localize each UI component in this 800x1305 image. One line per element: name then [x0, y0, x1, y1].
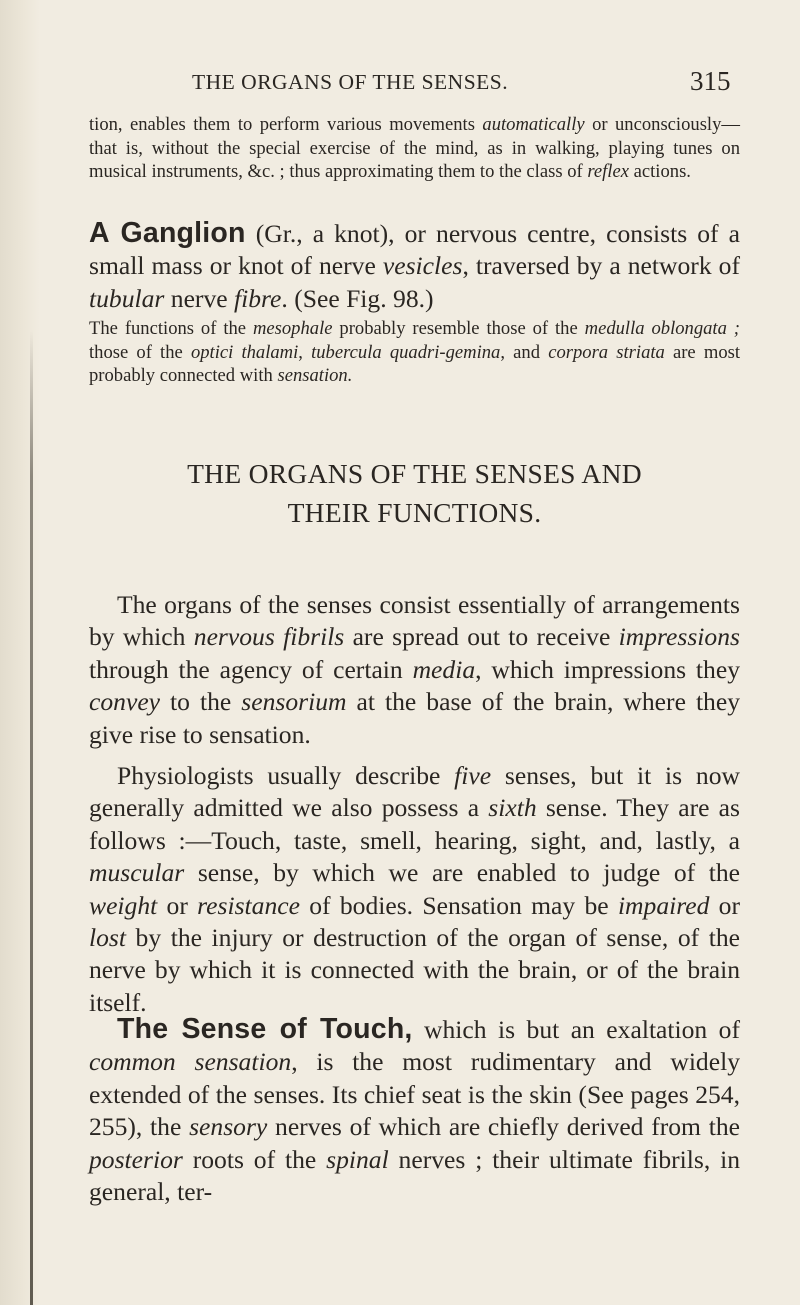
- text-run: nerves of which are chiefly derived from the: [267, 1112, 740, 1142]
- italic-term: convey: [89, 687, 161, 717]
- text-run: through the agency of certain: [89, 654, 413, 684]
- text-run: roots of the: [182, 1144, 327, 1174]
- text-run: . (See Fig. 98.): [281, 283, 434, 313]
- italic-term: sixth: [488, 793, 537, 823]
- text-run: ,: [298, 341, 312, 363]
- italic-term: sensory: [189, 1112, 268, 1142]
- text-run: of bodies. Sensation may be: [299, 890, 618, 920]
- section-heading: [89, 454, 740, 532]
- italic-term: spinal: [326, 1144, 389, 1174]
- italic-term: posterior: [89, 1144, 183, 1174]
- paragraph-touch: [89, 1013, 740, 1208]
- italic-term: tubercula quadri-gemina: [311, 341, 501, 363]
- italic-term: vesicles: [382, 251, 463, 281]
- italic-term: optici thalami: [190, 341, 299, 363]
- book-gutter: [0, 0, 40, 1305]
- ganglion-functions-note: [89, 317, 740, 388]
- text-run: which is but an exaltation of: [412, 1015, 740, 1044]
- section-heading-line: THEIR FUNCTIONS.: [287, 497, 542, 528]
- italic-term: reflex: [587, 161, 629, 182]
- gutter-shadow: [30, 330, 33, 1305]
- paragraph-ganglion: [89, 217, 740, 388]
- italic-term: fibre: [234, 283, 282, 313]
- text-run: nerves ; their ultimate fibrils, in general, ter-: [89, 1144, 740, 1207]
- text-run: (Gr., a knot), or nervous centre, consists of a small mass or knot of nerve: [89, 219, 741, 281]
- italic-term: sensorium: [241, 687, 347, 717]
- text-run: sense. They are as follows :—Touch, taste, smell, hearing, sight, and, lastly, a: [89, 793, 740, 855]
- text-run: probably resemble those of the: [332, 318, 585, 340]
- italic-term: muscular: [89, 858, 185, 888]
- text-run: or: [709, 890, 741, 920]
- text-run: those of the: [89, 341, 191, 363]
- italic-term: tubular: [89, 283, 165, 313]
- text-run: actions.: [628, 161, 691, 182]
- section-heading-line: THE ORGANS OF THE SENSES AND: [187, 458, 642, 489]
- text-run: , which impressions they: [475, 654, 740, 684]
- text-run: nerve: [164, 283, 235, 313]
- text-run: The functions of the: [89, 318, 253, 340]
- text-run: tion, enables them to perform various movements: [89, 114, 483, 135]
- italic-term: medulla oblongata ;: [584, 318, 740, 340]
- italic-term: automatically: [482, 114, 585, 135]
- text-run: The organs of the senses consist essentially of arrangements by which: [89, 590, 740, 652]
- italic-term: corpora striata: [548, 341, 665, 363]
- text-run: Physiologists usually describe: [117, 761, 455, 790]
- italic-term: sensation.: [277, 365, 353, 387]
- text-run: by the injury or destruction of the organ of sense, of the nerve by which it is connected with the brain, or of the brain itself.: [89, 923, 740, 1017]
- italic-term: nervous fibrils: [193, 622, 345, 652]
- italic-term: common sensation: [89, 1047, 292, 1077]
- italic-term: weight: [89, 890, 158, 920]
- paragraph-organs: [89, 589, 740, 751]
- text-run: or unconsciously—that is, without the special exercise of the mind, as in walking, playing tunes on musical instruments, &c. ; thus approximating them to the class of: [89, 114, 740, 182]
- page-number: 315: [690, 66, 731, 96]
- runin-heading-ganglion: A Ganglion: [89, 217, 246, 249]
- text-run: , traversed by a network of: [462, 251, 740, 281]
- text-run: to the: [160, 687, 242, 717]
- running-header: THE ORGANS OF THE SENSES.: [192, 70, 509, 94]
- text-run: , and: [500, 341, 549, 363]
- paragraph-physiologists: [89, 760, 740, 1019]
- text-run: , is the most rudimentary and widely extended of the senses. Its chief seat is the skin (See pages 254, 255), the: [89, 1047, 740, 1142]
- text-run: at the base of the brain, where they give rise to sensation.: [89, 687, 741, 749]
- italic-term: resistance: [197, 890, 300, 920]
- ganglion-definition: [89, 217, 740, 315]
- italic-term: impressions: [618, 622, 740, 652]
- text-run: are most probably connected with: [89, 341, 741, 387]
- paragraph-reflex: [89, 113, 740, 184]
- text-run: senses, but it is now generally admitted we also possess a: [89, 761, 740, 823]
- italic-term: mesophale: [252, 318, 333, 340]
- text-run: sense, by which we are enabled to judge of the: [184, 858, 740, 888]
- italic-term: media: [412, 654, 476, 684]
- text-run: are spread out to receive: [344, 622, 619, 652]
- italic-term: five: [454, 761, 492, 790]
- italic-term: lost: [89, 923, 126, 953]
- text-run: or: [157, 890, 198, 920]
- italic-term: impaired: [617, 890, 710, 920]
- runin-heading-touch: The Sense of Touch,: [117, 1013, 413, 1045]
